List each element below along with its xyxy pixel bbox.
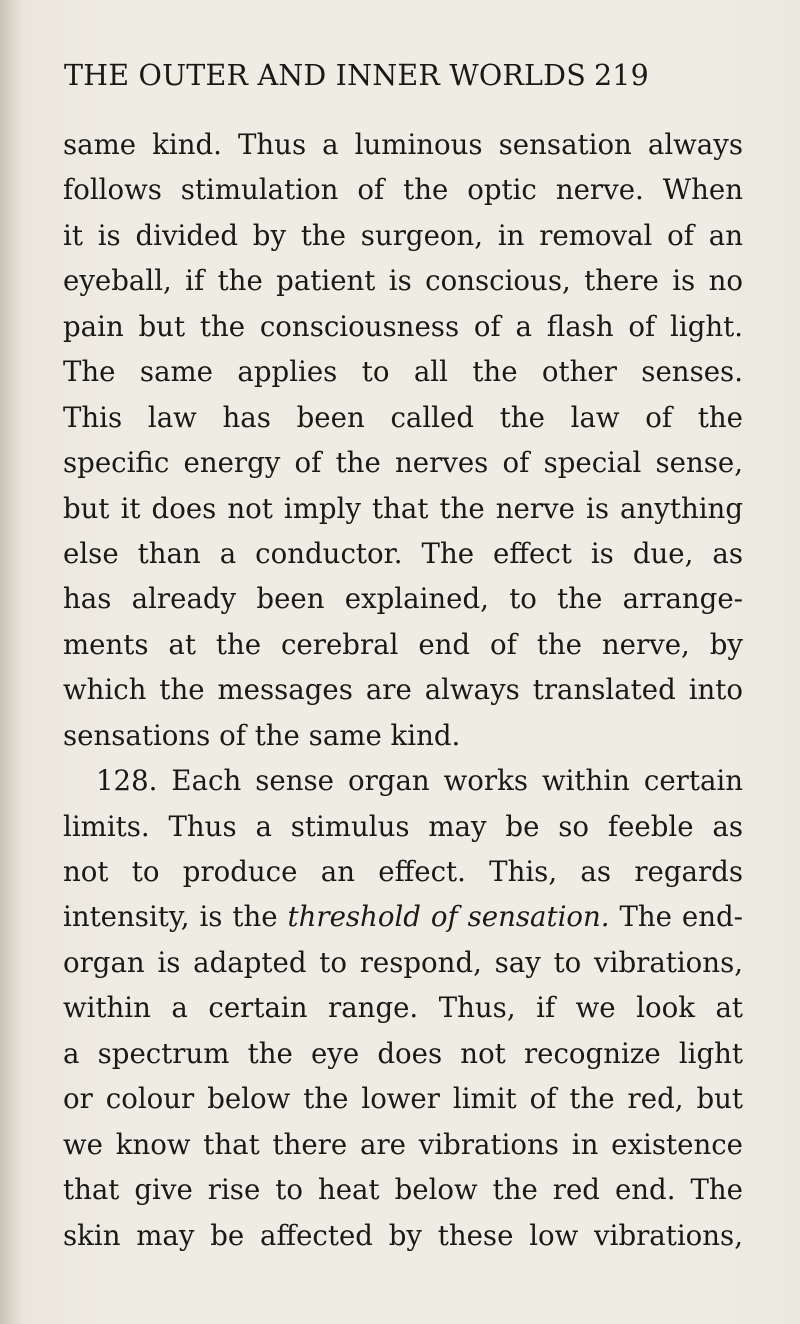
text-line: has already been explained, to the arrange- — [63, 582, 743, 616]
running-head — [64, 56, 764, 96]
text-line: which the messages are always translated into — [63, 673, 743, 707]
text-line: ments at the cerebral end of the nerve, by — [63, 627, 743, 661]
italic-term: threshold of sensation. — [287, 900, 610, 934]
section-128-first-line: 128. Each sense organ works within certain — [96, 764, 743, 798]
text-line: it is divided by the surgeon, in removal of an — [63, 218, 743, 252]
page-number: 219 — [593, 59, 649, 92]
text-line: limits. Thus a stimulus may be so feeble as — [63, 809, 743, 843]
text-line-with-italic — [63, 894, 743, 939]
text-line: specific energy of the nerves of special sense, — [63, 446, 743, 480]
text-line: or colour below the lower limit of the red, but — [63, 1082, 743, 1116]
text-line: same kind. Thus a luminous sensation always — [63, 128, 743, 161]
text-line: not to produce an effect. This, as regards — [63, 855, 743, 888]
body-text — [63, 122, 743, 1258]
paragraph-end-line: sensations of the same kind. — [63, 718, 461, 752]
text-line: skin may be affected by these low vibrations, — [63, 1218, 743, 1252]
text-line: but it does not imply that the nerve is anything — [63, 491, 743, 525]
text-line: pain but the consciousness of a flash of light. — [63, 309, 743, 343]
text-line: else than a conductor. The effect is due, as — [63, 536, 743, 570]
text-line: eyeball, if the patient is conscious, there is no — [63, 264, 743, 298]
text-line: organ is adapted to respond, say to vibrations, — [63, 945, 743, 979]
text-line: that give rise to heat below the red end. The — [63, 1173, 743, 1207]
running-title: THE OUTER AND INNER WORLDS — [64, 59, 586, 92]
text-line: within a certain range. Thus, if we look at — [63, 991, 743, 1025]
text-line: This law has been called the law of the — [63, 400, 743, 434]
text-line: The same applies to all the other senses. — [63, 355, 743, 389]
text-line: a spectrum the eye does not recognize light — [63, 1036, 743, 1070]
text-fragment: The end- — [609, 900, 744, 934]
text-line: follows stimulation of the optic nerve. When — [63, 173, 743, 207]
text-fragment: intensity, is the — [63, 900, 288, 934]
text-line: we know that there are vibrations in existence — [63, 1127, 743, 1161]
